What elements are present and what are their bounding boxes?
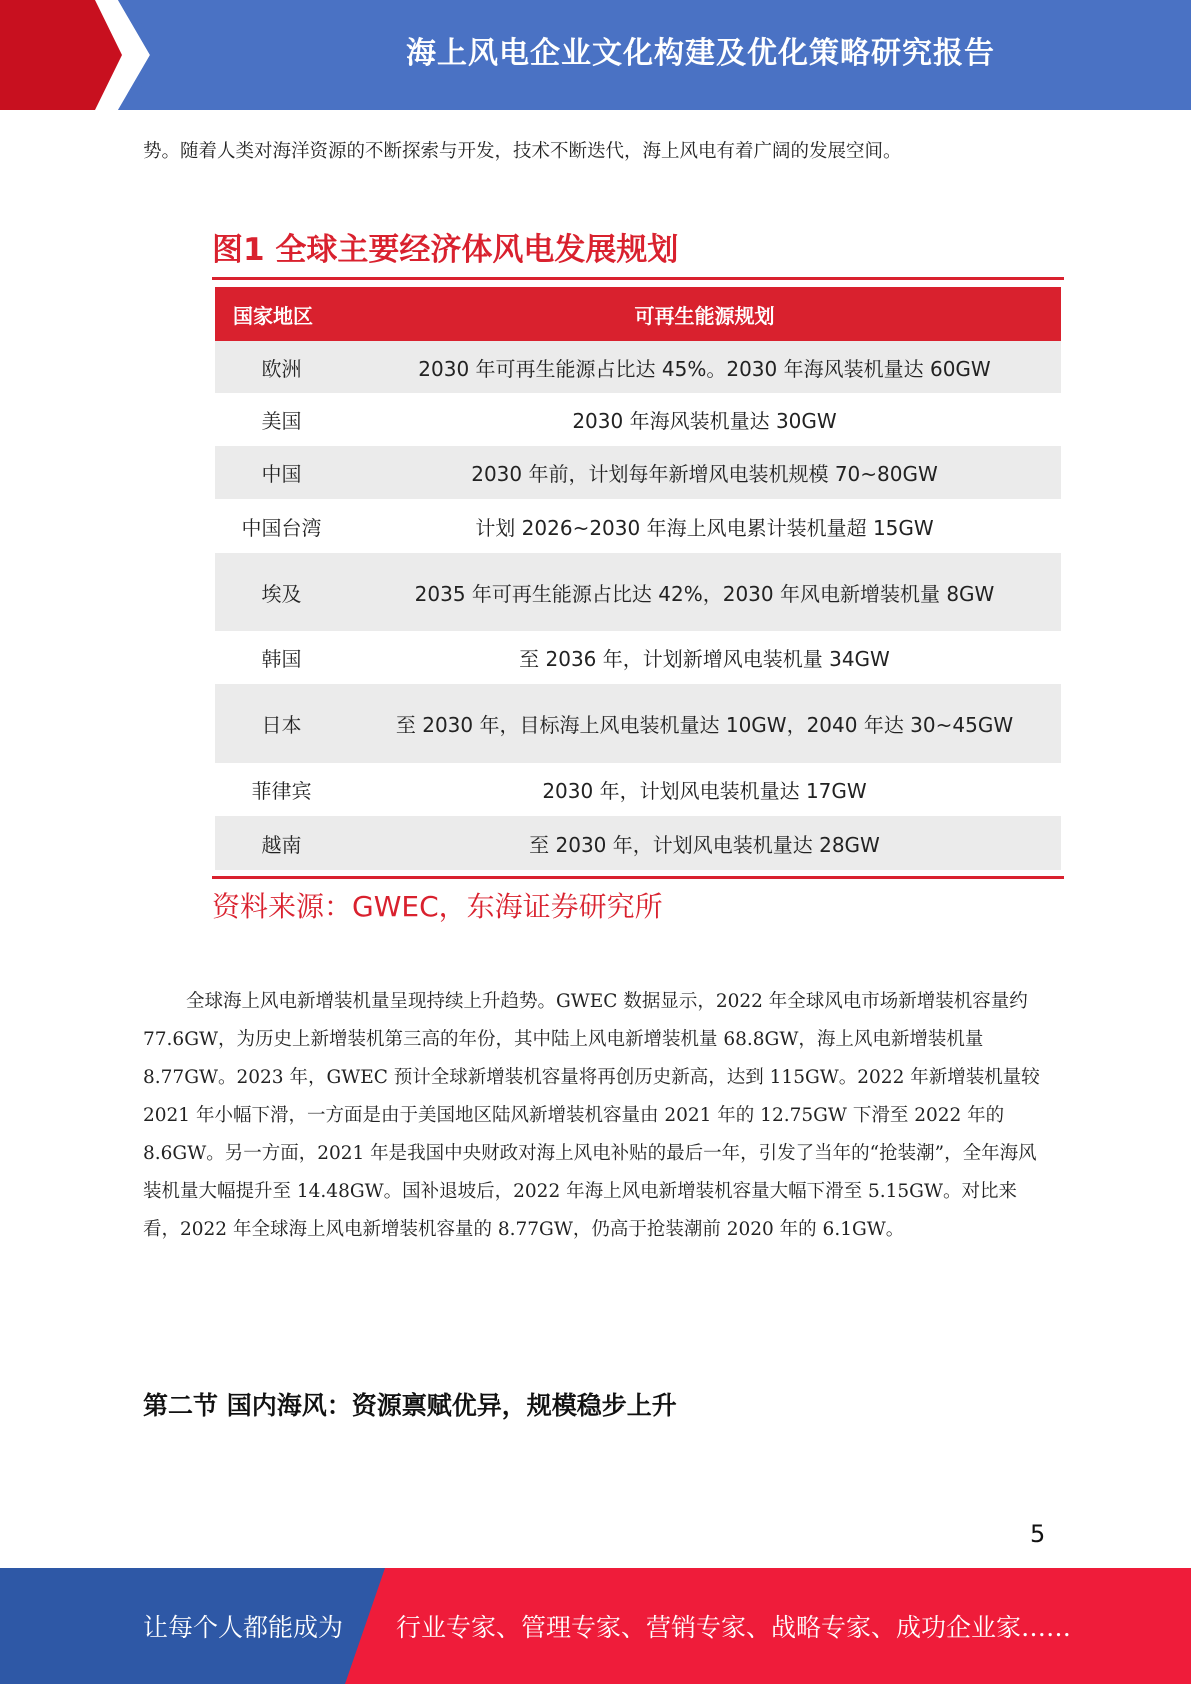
region-cell: 埃及	[215, 553, 348, 631]
plan-cell: 计划 2026~2030 年海上风电累计装机量超 15GW	[475, 515, 934, 540]
plan-cell: 至 2030 年，计划风电装机量达 28GW	[348, 816, 1061, 870]
plan-cell: 至 2030 年，目标海上风电装机量达 10GW，2040 年达 30~45GW	[348, 684, 1061, 763]
footer-slogan-left: 让每个人都能成为	[143, 1613, 344, 1642]
page-header	[0, 0, 1191, 110]
table-row	[215, 393, 1061, 446]
table-row	[215, 341, 1061, 393]
plan-cell: 至 2036 年，计划新增风电装机量 34GW	[519, 647, 890, 671]
table-row	[215, 684, 1061, 763]
column-header-region: 国家地区	[215, 287, 348, 341]
footer-slogan-right: 行业专家、管理专家、营销专家、战略专家、成功企业家……	[396, 1613, 1072, 1642]
figure-1	[212, 225, 1064, 927]
table-header-row	[215, 287, 1061, 341]
page-footer	[0, 1568, 1191, 1684]
region-cell: 越南	[215, 816, 348, 870]
table-row	[215, 446, 1061, 499]
figure-title: 图1 全球主要经济体风电发展规划	[212, 232, 679, 268]
region-cell: 中国台湾	[241, 515, 322, 540]
table-row	[215, 553, 1061, 631]
figure-source: 资料来源：GWEC，东海证券研究所	[212, 890, 663, 923]
table-row	[215, 631, 1061, 684]
plan-cell: 2030 年前，计划每年新增风电装机规模 70~80GW	[348, 446, 1061, 499]
region-cell: 中国	[215, 446, 348, 499]
table-row	[215, 499, 1061, 553]
body-paragraph-2: 全球海上风电新增装机量呈现持续上升趋势。GWEC 数据显示，2022 年全球风电市场新增装机容量约 77.6GW，为历史上新增装机第三高的年份，其中陆上风电新增装机量 68.8GW，海上风电新增装机量 8.77GW。2023 年，GWEC 预计全球新增装机容量将再创历史新高，达到 115GW。2022 年新增装机量较 2021 年小幅下滑，一方面是由于美国地区陆风新增装机容量由 2021 年的 12.75GW 下滑至 2022 年的 8.6GW。另一方面，2021 年是我国中央财政对海上风电补贴的最后一年，引发了当年的“抢装潮”，全年海风装机量大幅提升至 14.48GW。国补退坡后，2022 年海上风电新增装机容量大幅下滑至 5.15GW。对比来看，2022 年全球海上风电新增装机容量的 8.77GW，仍高于抢装潮前 2020 年的 6.1GW。	[143, 991, 1040, 1240]
report-title: 海上风电企业文化构建及优化策略研究报告	[406, 36, 995, 71]
table-row	[215, 763, 1061, 816]
region-cell: 韩国	[261, 647, 302, 671]
column-header-plan: 可再生能源规划	[348, 287, 1061, 341]
figure-bottom-rule	[212, 876, 1064, 879]
section-heading: 第二节 国内海风：资源禀赋优异，规模稳步上升	[143, 1391, 677, 1420]
table-row	[215, 816, 1061, 870]
figure-top-rule	[212, 277, 1064, 280]
plan-cell: 2030 年海风装机量达 30GW	[572, 409, 837, 433]
plan-cell: 2030 年可再生能源占比达 45%。2030 年海风装机量达 60GW	[348, 341, 1061, 393]
region-cell: 美国	[261, 409, 302, 433]
plan-cell: 2030 年，计划风电装机量达 17GW	[542, 779, 867, 803]
page-number: 5	[1030, 1520, 1046, 1548]
region-cell: 日本	[215, 684, 348, 763]
region-cell: 菲律宾	[251, 779, 312, 803]
body-paragraph-1: 势。随着人类对海洋资源的不断探索与开发，技术不断迭代，海上风电有着广阔的发展空间。	[143, 141, 902, 162]
wind-plan-table	[215, 287, 1061, 870]
region-cell: 欧洲	[215, 341, 348, 393]
plan-cell: 2035 年可再生能源占比达 42%，2030 年风电新增装机量 8GW	[348, 553, 1061, 631]
